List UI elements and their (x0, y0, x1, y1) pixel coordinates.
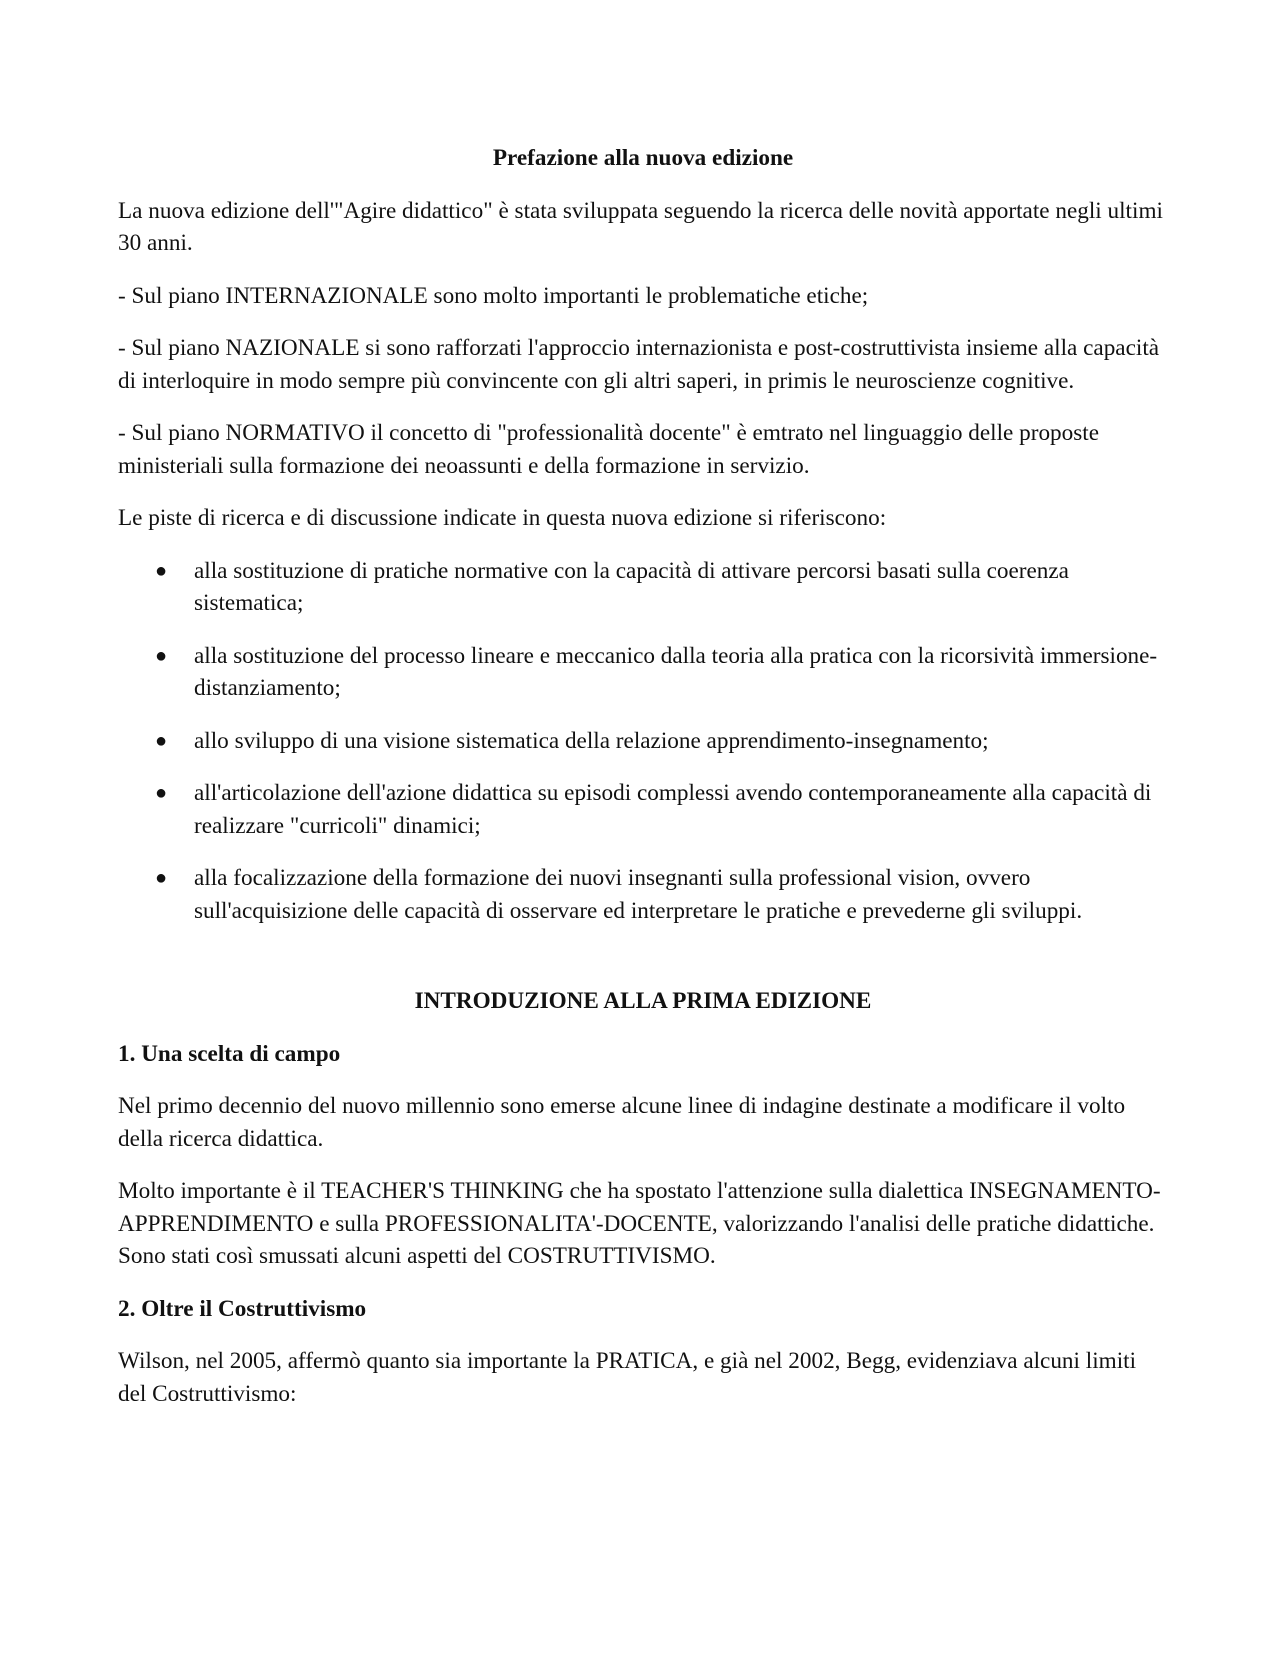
list-item-text: alla sostituzione del processo lineare e meccanico dalla teoria alla pratica con la ricorsività immersione-distanziamento; (194, 642, 1158, 701)
bullet-icon: ● (155, 867, 168, 889)
section-paragraph: Nel primo decennio del nuovo millennio sono emerse alcune linee di indagine destinate a modificare il volto della ricerca didattica. (118, 1093, 1126, 1152)
section-heading: 1. Una scelta di campo (118, 1040, 341, 1067)
list-item-text: allo sviluppo di una visione sistematica della relazione apprendimento-insegnamento; (194, 727, 989, 754)
research-lines-list (118, 555, 1168, 928)
list-item (118, 862, 1168, 927)
list-item-text: alla sostituzione di pratiche normative con la capacità di attivare percorsi basati sulla coerenza sistematica; (194, 557, 1069, 616)
section-paragraph: Molto importante è il TEACHER'S THINKING che ha spostato l'attenzione sulla dialettica INSEGNAMENTO-APPRENDIMENTO e sulla PROFESSIONALITA'-DOCENTE, valorizzando l'analisi delle pratiche didattiche. Sono stati così smussati alcuni aspetti del COSTRUTTIVISMO. (118, 1178, 1161, 1269)
preface-paragraph: - Sul piano NORMATIVO il concetto di "professionalità docente" è emtrato nel linguaggio delle proposte ministeriali sulla formazione dei neoassunti e della formazione in servizio. (118, 420, 1099, 479)
document-page (118, 142, 1168, 1430)
bullet-icon: ● (155, 782, 168, 804)
preface-paragraph: La nuova edizione dell'"Agire didattico" è stata sviluppata seguendo la ricerca delle novità apportate negli ultimi 30 anni. (118, 197, 1163, 256)
section-paragraph: Wilson, nel 2005, affermò quanto sia importante la PRATICA, e già nel 2002, Begg, evidenziava alcuni limiti del Costruttivismo: (118, 1348, 1137, 1407)
list-item-text: alla focalizzazione della formazione dei nuovi insegnanti sulla professional vision, ovvero sull'acquisizione delle capacità di osservare ed interpretare le pratiche e prevederne gli sviluppi. (194, 865, 1083, 924)
list-item (118, 777, 1168, 842)
introduction-title: INTRODUZIONE ALLA PRIMA EDIZIONE (414, 988, 872, 1014)
bullet-icon: ● (155, 729, 168, 752)
list-item (118, 555, 1168, 620)
section-heading: 2. Oltre il Costruttivismo (118, 1295, 367, 1322)
bullet-icon: ● (155, 644, 168, 667)
preface-paragraph: - Sul piano INTERNAZIONALE sono molto importanti le problematiche etiche; (118, 282, 869, 309)
preface-paragraph: - Sul piano NAZIONALE si sono rafforzati l'approccio internazionista e post-costruttivista insieme alla capacità di interloquire in modo sempre più convincente con gli altri saperi, in primis le neuroscienze cognitive. (118, 335, 1160, 394)
list-item-text: all'articolazione dell'azione didattica su episodi complessi avendo contemporaneamente alla capacità di realizzare "curricoli" dinamici; (194, 780, 1152, 839)
preface-paragraph: Le piste di ricerca e di discussione indicate in questa nuova edizione si riferiscono: (118, 505, 887, 531)
preface-title: Prefazione alla nuova edizione (492, 145, 794, 171)
bullet-icon: ● (155, 559, 168, 582)
list-item (118, 640, 1168, 705)
list-item (118, 725, 1168, 758)
